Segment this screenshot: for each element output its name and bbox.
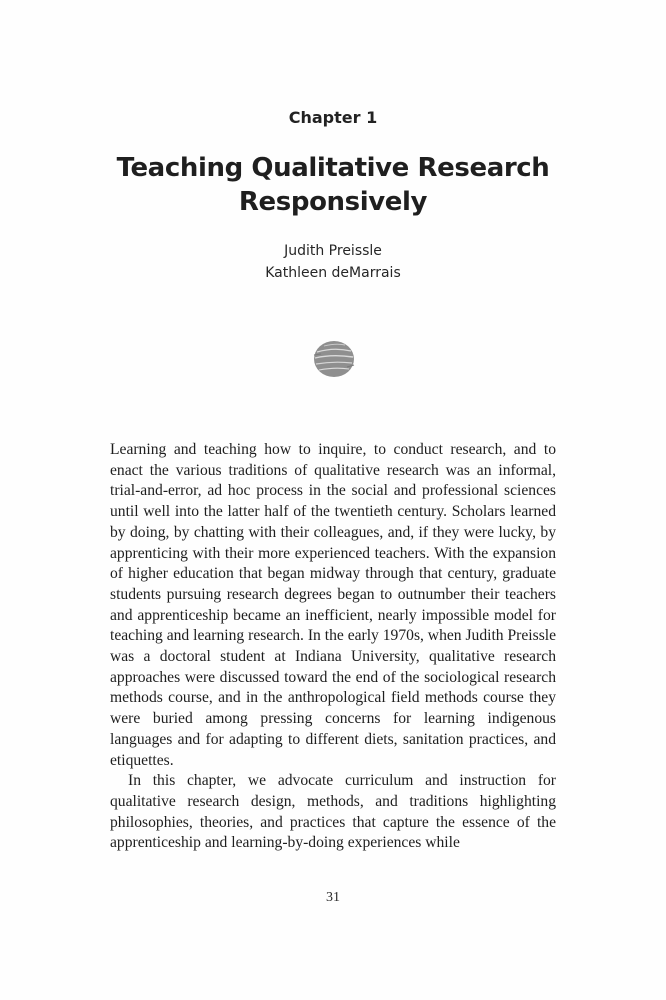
- body-text: [110, 440, 556, 854]
- author-name: Kathleen deMarrais: [265, 265, 401, 281]
- chapter-title-line-1: Teaching Qualitative Research: [116, 153, 550, 183]
- author-name: Judith Preissle: [284, 243, 382, 259]
- brushstroke-ornament-icon: [312, 339, 356, 379]
- paragraph: In this chapter, we advocate curriculum and instruction for qualitative research design, methods, and traditions highlighting philosophies, theories, and practices that capture the essence of the apprenticeship and learning-by-doing experiences while: [110, 772, 556, 852]
- chapter-title: [0, 151, 666, 219]
- chapter-label: Chapter 1: [288, 108, 378, 127]
- author-list: [0, 240, 666, 284]
- chapter-title-line-2: Responsively: [238, 187, 428, 217]
- paragraph: Learning and teaching how to inquire, to conduct research, and to enact the various traditions of qualitative research was an informal, trial-and-error, ad hoc process in the social and professional sciences until well into the latter half of the twentieth century. Scholars learned by doing, by chatting with their colleagues, and, if they were lucky, by apprenticing with their more experienced teachers. With the expansion of higher education that began midway through that century, graduate students pursuing research degrees began to outnumber their teachers and apprenticeship became an inefficient, nearly impossible model for teaching and learning research. In the early 1970s, when Judith Preissle was a doctoral student at Indiana University, qualitative research approaches were discussed toward the end of the sociological research methods course, and in the anthropological field methods course they were buried among pressing concerns for learning indigenous languages and for adapting to different diets, sanitation practices, and etiquettes.: [110, 441, 557, 769]
- page-number: 31: [326, 890, 340, 905]
